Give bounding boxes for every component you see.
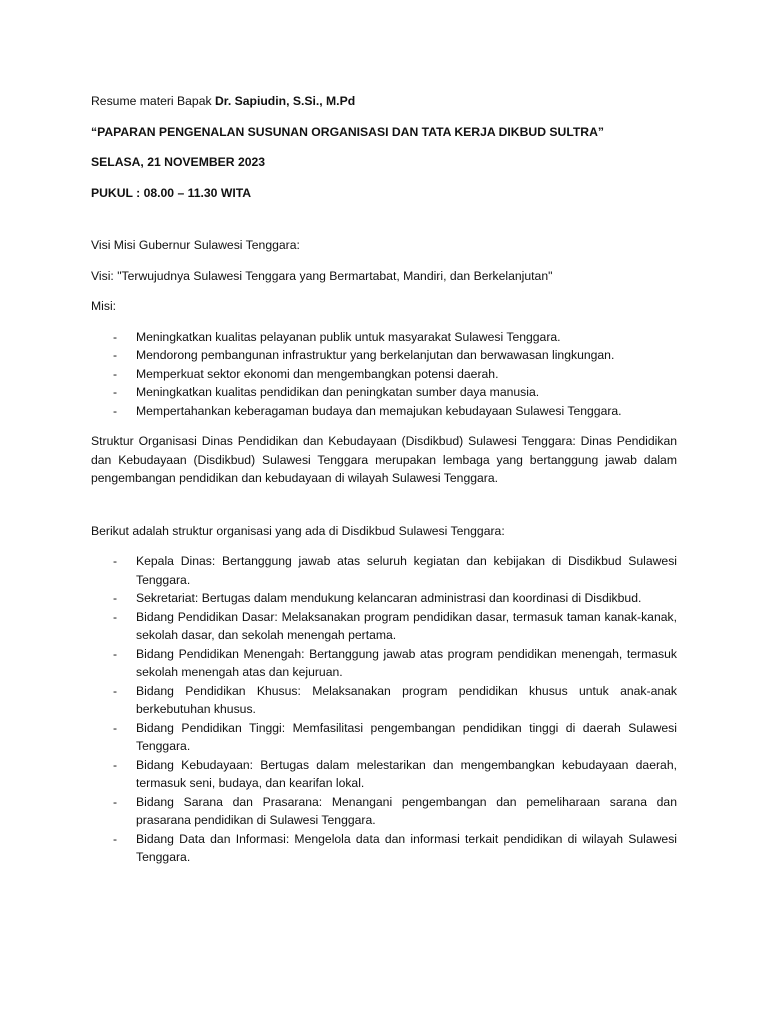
list-item xyxy=(91,830,677,867)
spacer xyxy=(91,500,677,522)
list-item xyxy=(91,328,677,347)
list-item xyxy=(91,383,677,402)
struktur-item-text: Bidang Pendidikan Khusus: Melaksanakan program pendidikan khusus untuk anak-anak berkebutuhan khusus. xyxy=(136,683,677,716)
document-date: SELASA, 21 NOVEMBER 2023 xyxy=(91,155,266,169)
list-item xyxy=(91,645,677,682)
bullet-dash: - xyxy=(113,794,118,809)
bullet-dash: - xyxy=(113,609,118,624)
misi-item-text: Meningkatkan kualitas pendidikan dan peningkatan sumber daya manusia. xyxy=(136,385,540,399)
bullet-dash: - xyxy=(113,403,118,418)
bullet-dash: - xyxy=(113,329,118,344)
list-item xyxy=(91,552,677,589)
misi-item-text: Memperkuat sektor ekonomi dan mengembangkan potensi daerah. xyxy=(136,366,499,381)
list-item xyxy=(91,756,677,793)
bullet-dash: - xyxy=(113,554,118,568)
struktur-list xyxy=(91,552,677,867)
misi-item-text: Mempertahankan keberagaman budaya dan memajukan kebudayaan Sulawesi Tenggara. xyxy=(136,403,622,418)
bullet-dash: - xyxy=(113,831,118,846)
struktur-item-text: Bidang Data dan Informasi: Mengelola data dan informasi terkait pendidikan di wilayah Sulawesi Tenggara. xyxy=(136,831,677,864)
misi-label: Misi: xyxy=(91,299,117,313)
bullet-dash: - xyxy=(113,646,118,661)
struktur-item-text: Bidang Pendidikan Menengah: Bertanggung jawab atas program pendidikan menengah, termasuk sekolah menengah atas dan kejuruan. xyxy=(136,646,677,679)
struktur-list-heading: Berikut adalah struktur organisasi yang ada di Disdikbud Sulawesi Tenggara: xyxy=(91,523,505,538)
bullet-dash: - xyxy=(113,348,118,362)
bullet-dash: - xyxy=(113,385,118,399)
bullet-dash: - xyxy=(113,591,118,605)
list-item xyxy=(91,682,677,719)
list-item xyxy=(91,346,677,365)
list-item xyxy=(91,719,677,756)
list-item xyxy=(91,793,677,830)
struktur-item-text: Bidang Sarana dan Prasarana: Menangani pengembangan dan pemeliharaan sarana dan prasarana pendidikan di Sulawesi Tenggara. xyxy=(136,794,677,827)
spacer xyxy=(91,214,677,236)
document-time: PUKUL : 08.00 – 11.30 WITA xyxy=(91,185,252,200)
misi-item-text: Mendorong pembangunan infrastruktur yang berkelanjutan dan berwawasan lingkungan. xyxy=(136,348,615,362)
speaker-name: Dr. Sapiudin, S.Si., M.Pd xyxy=(214,94,356,108)
document-title: “PAPARAN PENGENALAN SUSUNAN ORGANISASI DAN TATA KERJA DIKBUD SULTRA” xyxy=(91,124,605,139)
bullet-dash: - xyxy=(113,720,118,735)
list-item xyxy=(91,365,677,384)
struktur-item-text: Kepala Dinas: Bertanggung jawab atas seluruh kegiatan dan kebijakan di Disdikbud Sulawesi Tenggara. xyxy=(136,554,677,587)
struktur-intro: Struktur Organisasi Dinas Pendidikan dan Kebudayaan (Disdikbud) Sulawesi Tenggara: Dinas Pendidikan dan Kebudayaan (Disdikbud) Sulawesi Tenggara merupakan lembaga yang bertanggung jawab dalam pengembangan pendidikan dan kebudayaan di wilayah Sulawesi Tenggara. xyxy=(91,434,677,485)
visi-misi-heading: Visi Misi Gubernur Sulawesi Tenggara: xyxy=(91,238,300,252)
list-item xyxy=(91,608,677,645)
misi-item-text: Meningkatkan kualitas pelayanan publik untuk masyarakat Sulawesi Tenggara. xyxy=(136,329,561,344)
struktur-item-text: Sekretariat: Bertugas dalam mendukung kelancaran administrasi dan koordinasi di Disdikbud. xyxy=(136,591,642,605)
struktur-item-text: Bidang Pendidikan Tinggi: Memfasilitasi pengembangan pendidikan tinggi di daerah Sulawesi Tenggara. xyxy=(136,720,677,753)
struktur-item-text: Bidang Pendidikan Dasar: Melaksanakan program pendidikan dasar, termasuk taman kanak-kanak, sekolah dasar, dan sekolah menengah pertama. xyxy=(136,609,677,642)
list-item xyxy=(91,589,677,608)
struktur-item-text: Bidang Kebudayaan: Bertugas dalam melestarikan dan mengembangkan kebudayaan daerah, termasuk seni, budaya, dan kearifan lokal. xyxy=(136,757,677,790)
bullet-dash: - xyxy=(113,366,118,381)
bullet-dash: - xyxy=(113,683,118,698)
intro-line xyxy=(91,92,677,111)
bullet-dash: - xyxy=(113,757,118,772)
intro-prefix: Resume materi Bapak xyxy=(91,94,215,108)
list-item xyxy=(91,402,677,421)
misi-list xyxy=(91,328,677,421)
visi-text: Visi: "Terwujudnya Sulawesi Tenggara yang Bermartabat, Mandiri, dan Berkelanjutan" xyxy=(91,268,553,283)
